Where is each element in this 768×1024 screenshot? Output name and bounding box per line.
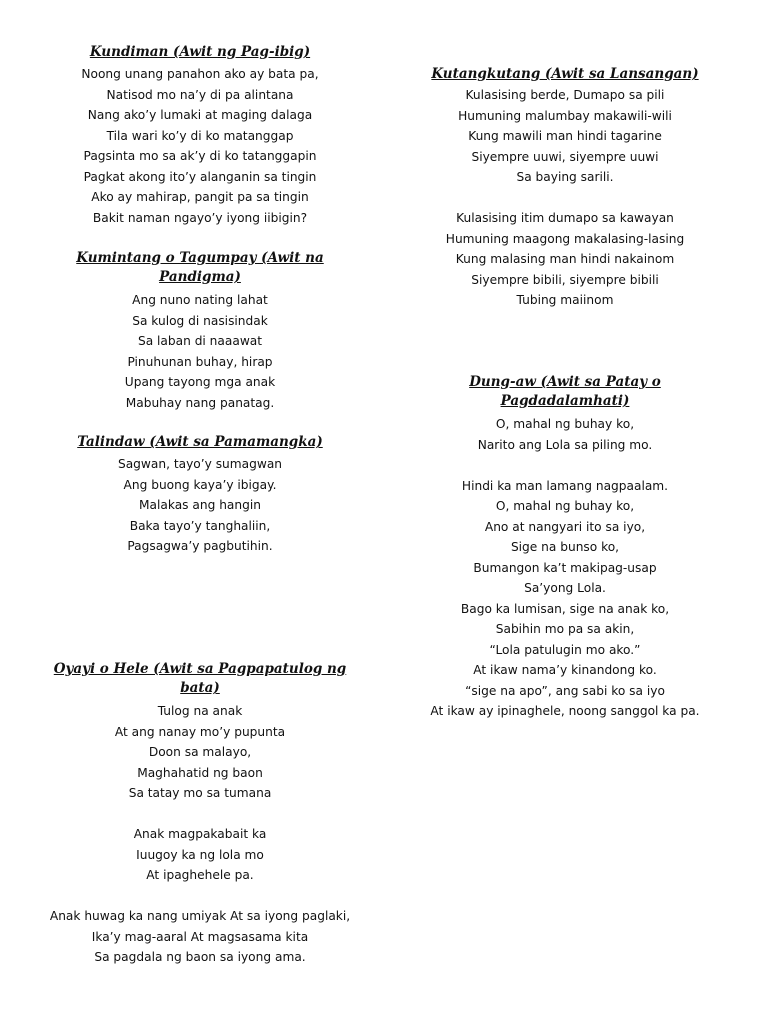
poem-line: “sige na apo”, ang sabi ko sa iyo	[465, 683, 665, 698]
poem-line: Noong unang panahon ako ay bata pa,	[81, 67, 319, 81]
poem-line: Kung malasing man hindi nakainom	[455, 252, 675, 266]
poem-line: “Lola patulugin mo ako.”	[489, 642, 641, 657]
poem-line: Kulasising itim dumapo sa kawayan	[456, 211, 674, 225]
poem-line: Siyempre bibili, siyempre bibili	[471, 272, 659, 287]
poem-lines-kundiman	[35, 64, 365, 228]
poem-line: Iuugoy ka ng lola mo	[136, 847, 264, 862]
poem-line: Sagwan, tayo’y sumagwan	[117, 457, 283, 471]
poem-line: Ika’y mag-aaral At magsasama kita	[91, 929, 309, 944]
poem-line: Baka tayo’y tanghaliin,	[129, 518, 271, 533]
poem-lines-dungaw	[400, 414, 730, 722]
poem-line: Bakit naman ngayo’y iyong iibigin?	[92, 210, 308, 225]
poem-line: Maghahatid ng baon	[137, 765, 263, 780]
poem-line: Sabihin mo pa sa akin,	[495, 622, 635, 636]
poem-line: Sa’yong Lola.	[524, 581, 606, 595]
poem-line: Tulog na anak	[157, 704, 243, 718]
poem-line: At ikaw nama’y kinandong ko.	[473, 663, 657, 677]
poem-line: O, mahal ng buhay ko,	[495, 417, 635, 431]
poem-lines-talindaw	[35, 454, 365, 557]
poem-line: O, mahal ng buhay ko,	[495, 499, 635, 513]
poem-line: Humuning maagong makalasing-lasing	[445, 231, 685, 246]
poem-line: Upang tayong mga anak	[124, 375, 276, 389]
poem-line: Siyempre uuwi, siyempre uuwi	[471, 149, 659, 164]
poem-line: Ang nuno nating lahat	[132, 293, 268, 307]
poem-title-kumintang: Kumintang o Tagumpay (Awit na Pandigma)	[76, 250, 324, 285]
poem-line: Ako ay mahirap, pangit pa sa tingin	[91, 190, 309, 204]
poem-line: At ang nanay mo’y pupunta	[114, 724, 286, 739]
poem-line: Hindi ka man lamang nagpaalam.	[461, 478, 669, 493]
poem-title-oyayi: Oyayi o Hele (Awit sa Pagpapatulog ng bata)	[53, 661, 347, 696]
poem-line: Doon sa malayo,	[148, 745, 252, 759]
poem-line: At ikaw ay ipinaghele, noong sanggol ka pa.	[430, 704, 700, 718]
poem-title-dungaw: Dung-aw (Awit sa Patay o Pagdadalamhati)	[469, 374, 661, 409]
poem-line: Anak magpakabait ka	[133, 827, 267, 841]
poem-line: Ano at nangyari ito sa iyo,	[484, 519, 646, 534]
poem-line: Ang buong kaya’y ibigay.	[123, 477, 277, 492]
poem-line: Pinuhunan buhay, hirap	[127, 354, 273, 369]
poem-lines-kumintang	[35, 290, 365, 413]
poem-line: Sige na bunso ko,	[510, 540, 620, 554]
poem-line: At ipaghehele pa.	[146, 868, 254, 882]
poem-line: Humuning malumbay makawili-wili	[458, 108, 672, 123]
poem-line: Bago ka lumisan, sige na anak ko,	[460, 601, 670, 616]
poem-line: Mabuhay nang panatag.	[125, 395, 275, 410]
poem-title-talindaw: Talindaw (Awit sa Pamamangka)	[77, 434, 323, 450]
poem-line: Tila wari ko’y di ko matanggap	[106, 128, 294, 143]
poem-title-kundiman: Kundiman (Awit ng Pag-ibig)	[89, 44, 311, 60]
poem-lines-kutangkutang	[400, 85, 730, 311]
poem-line: Pagsinta mo sa ak’y di ko tatanggapin	[83, 149, 317, 163]
poem-line: Bumangon ka’t makipag-usap	[473, 560, 657, 575]
poem-line: Kulasising berde, Dumapo sa pili	[465, 88, 665, 102]
poem-title-kutangkutang: Kutangkutang (Awit sa Lansangan)	[431, 66, 699, 82]
poem-line: Nang ako’y lumaki at maging dalaga	[87, 108, 313, 122]
poem-line: Tubing maiinom	[516, 293, 614, 307]
poem-line: Pagkat akong ito’y alanganin sa tingin	[83, 169, 317, 184]
poem-line: Sa pagdala ng baon sa iyong ama.	[94, 950, 306, 964]
poem-line: Pagsagwa’y pagbutihin.	[127, 539, 273, 553]
poem-line: Sa baying sarili.	[516, 170, 614, 184]
right-column	[400, 0, 730, 1024]
poem-line: Narito ang Lola sa piling mo.	[477, 437, 653, 452]
poem-line: Sa kulog di nasisindak	[132, 313, 268, 328]
poem-line: Malakas ang hangin	[139, 498, 261, 512]
left-column	[35, 0, 365, 1024]
poem-lines-oyayi	[35, 701, 365, 968]
poem-line: Sa laban di naaawat	[137, 334, 263, 348]
poem-line: Anak huwag ka nang umiyak At sa iyong paglaki,	[49, 909, 351, 923]
poem-line: Kung mawili man hindi tagarine	[468, 129, 662, 143]
poem-line: Sa tatay mo sa tumana	[128, 786, 272, 800]
poem-line: Natisod mo na’y di pa alintana	[106, 87, 294, 102]
